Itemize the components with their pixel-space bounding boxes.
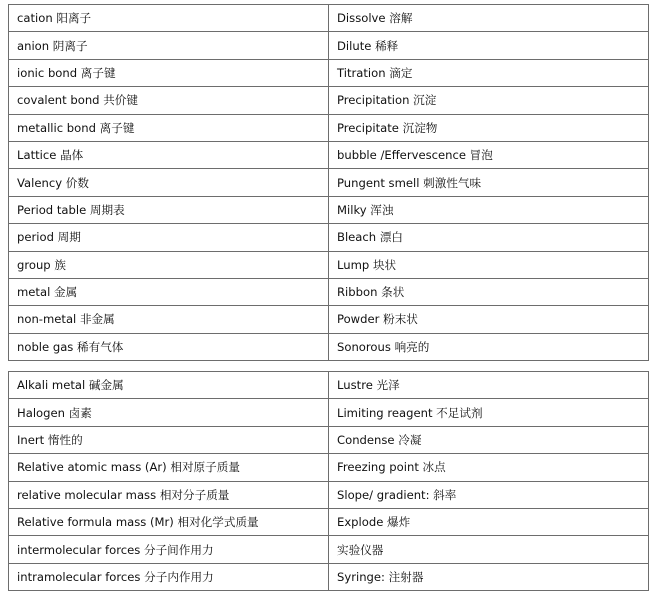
term-cell-right [329, 426, 649, 453]
term-text: bubble /Effervescence 冒泡 [337, 148, 493, 163]
table-row [9, 87, 649, 114]
term-cell-left [9, 508, 329, 535]
table-row [9, 454, 649, 481]
term-text: Slope/ gradient: 斜率 [337, 487, 457, 502]
term-text: Alkali metal 碱金属 [17, 378, 124, 393]
term-text: Relative atomic mass (Ar) 相对原子质量 [17, 460, 240, 475]
term-cell-right [329, 278, 649, 305]
term-cell-right [329, 372, 649, 399]
table-row [9, 536, 649, 563]
table-row [9, 196, 649, 223]
table-row [9, 5, 649, 32]
term-text: Bleach 漂白 [337, 230, 404, 245]
term-text: period 周期 [17, 230, 81, 245]
term-cell-right [329, 333, 649, 360]
term-cell-left [9, 372, 329, 399]
term-text: Lustre 光泽 [337, 378, 400, 393]
term-cell-left [9, 196, 329, 223]
term-cell-left [9, 399, 329, 426]
term-cell-right [329, 563, 649, 590]
term-text: non-metal 非金属 [17, 312, 115, 327]
term-text: Precipitation 沉淀 [337, 93, 437, 108]
term-cell-right [329, 508, 649, 535]
term-text: Dilute 稀释 [337, 38, 399, 53]
term-text: Inert 惰性的 [17, 432, 83, 447]
term-text: cation 阳离子 [17, 11, 92, 26]
term-text: group 族 [17, 257, 66, 272]
term-cell-right [329, 454, 649, 481]
term-text: anion 阴离子 [17, 38, 88, 53]
term-cell-left [9, 141, 329, 168]
term-cell-right [329, 59, 649, 86]
table-row [9, 306, 649, 333]
term-text: Valency 价数 [17, 175, 89, 190]
table-row [9, 508, 649, 535]
term-cell-left [9, 169, 329, 196]
term-cell-left [9, 32, 329, 59]
term-cell-right [329, 306, 649, 333]
table-row [9, 372, 649, 399]
table-row [9, 481, 649, 508]
vocabulary-table-2 [8, 371, 649, 591]
term-text: Lattice 晶体 [17, 148, 84, 163]
term-cell-left [9, 333, 329, 360]
term-text: Precipitate 沉淀物 [337, 120, 438, 135]
term-cell-left [9, 59, 329, 86]
vocabulary-table-2-body [9, 372, 649, 591]
term-text: Halogen 卤素 [17, 405, 92, 420]
term-text: metallic bond 离子键 [17, 120, 135, 135]
term-cell-right [329, 87, 649, 114]
term-text: intramolecular forces 分子内作用力 [17, 569, 214, 584]
vocabulary-table-1-body [9, 5, 649, 361]
term-cell-left [9, 114, 329, 141]
term-cell-right [329, 141, 649, 168]
table-row [9, 59, 649, 86]
term-cell-left [9, 251, 329, 278]
vocabulary-table-1 [8, 4, 649, 361]
table-row [9, 169, 649, 196]
term-cell-right [329, 399, 649, 426]
term-cell-right [329, 224, 649, 251]
term-cell-left [9, 454, 329, 481]
term-cell-right [329, 251, 649, 278]
term-text: Explode 爆炸 [337, 515, 411, 530]
term-cell-right [329, 169, 649, 196]
term-text: Condense 冷凝 [337, 432, 422, 447]
table-row [9, 251, 649, 278]
term-text: intermolecular forces 分子间作用力 [17, 542, 214, 557]
term-text: Ribbon 条状 [337, 285, 405, 300]
term-text: covalent bond 共价键 [17, 93, 138, 108]
term-text: relative molecular mass 相对分子质量 [17, 487, 230, 502]
term-cell-right [329, 32, 649, 59]
term-cell-right [329, 196, 649, 223]
term-text: noble gas 稀有气体 [17, 339, 124, 354]
term-cell-left [9, 278, 329, 305]
table-row [9, 426, 649, 453]
term-text: Pungent smell 刺激性气味 [337, 175, 482, 190]
term-text: Period table 周期表 [17, 202, 125, 217]
term-text: Milky 浑浊 [337, 202, 394, 217]
term-text: Limiting reagent 不足试剂 [337, 405, 483, 420]
term-text: Lump 块状 [337, 257, 397, 272]
term-cell-left [9, 306, 329, 333]
term-cell-right [329, 114, 649, 141]
table-row [9, 278, 649, 305]
term-cell-left [9, 5, 329, 32]
term-text: Syringe: 注射器 [337, 569, 424, 584]
term-text: ionic bond 离子键 [17, 65, 116, 80]
term-cell-left [9, 87, 329, 114]
term-text: metal 金属 [17, 285, 78, 300]
term-cell-left [9, 426, 329, 453]
table-row [9, 333, 649, 360]
term-cell-left [9, 481, 329, 508]
term-text: Powder 粉末状 [337, 312, 418, 327]
term-text: Sonorous 响亮的 [337, 339, 430, 354]
term-text: Freezing point 冰点 [337, 460, 446, 475]
term-cell-right [329, 5, 649, 32]
term-cell-left [9, 224, 329, 251]
term-cell-left [9, 536, 329, 563]
term-cell-left [9, 563, 329, 590]
table-row [9, 114, 649, 141]
term-text: Dissolve 溶解 [337, 11, 413, 26]
table-row [9, 399, 649, 426]
term-text: Relative formula mass (Mr) 相对化学式质量 [17, 515, 259, 530]
table-row [9, 141, 649, 168]
term-cell-right [329, 481, 649, 508]
term-cell-right [329, 536, 649, 563]
table-row [9, 32, 649, 59]
table-row [9, 563, 649, 590]
table-row [9, 224, 649, 251]
term-text: 实验仪器 [337, 542, 384, 557]
term-text: Titration 滴定 [337, 65, 413, 80]
